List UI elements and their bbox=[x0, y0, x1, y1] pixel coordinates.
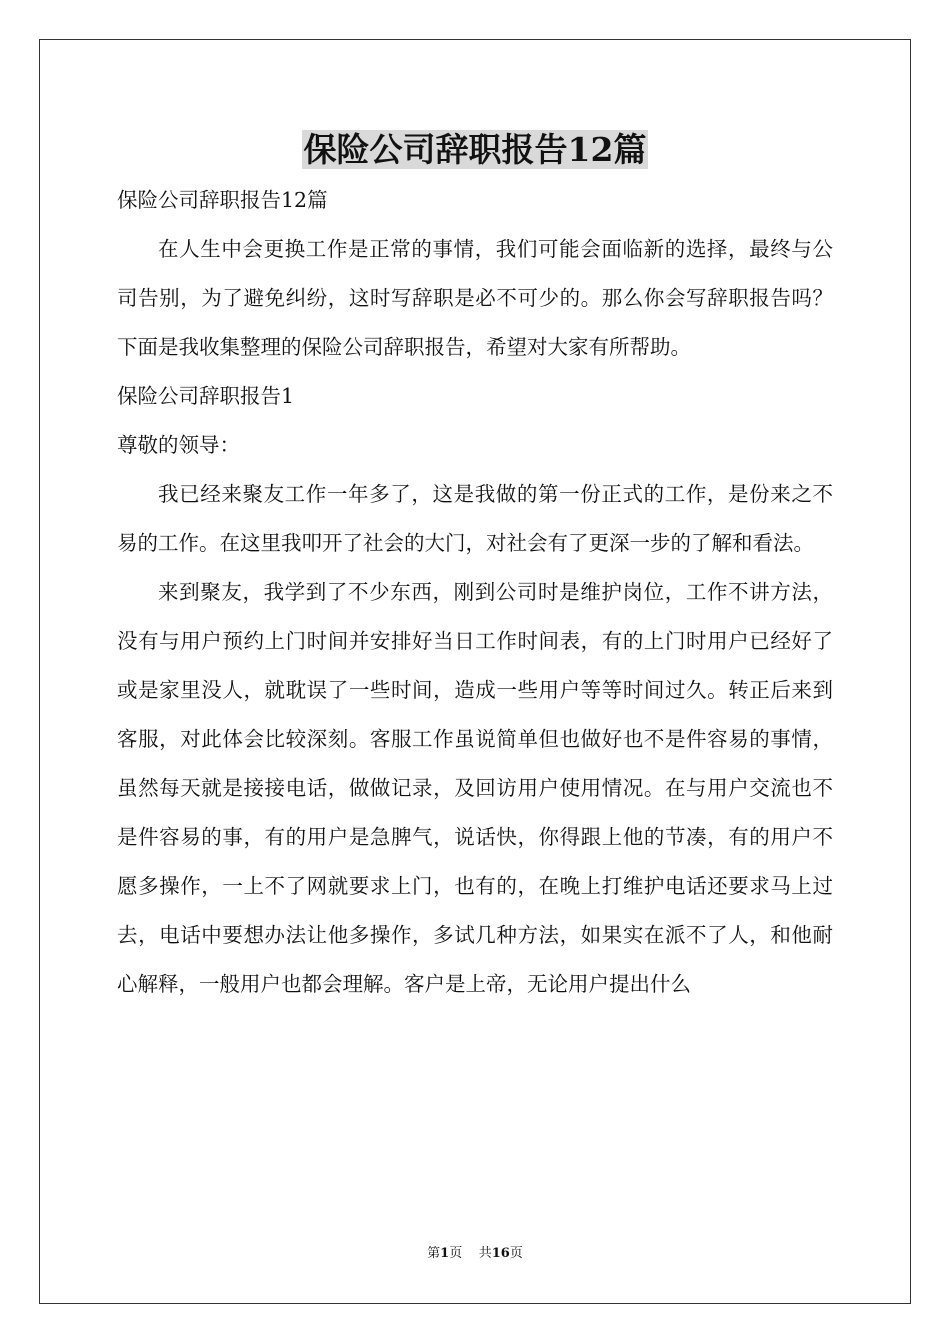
document-title bbox=[0, 124, 950, 176]
page-number: 1 bbox=[440, 1246, 450, 1261]
total-pages-indicator: 共16页 bbox=[478, 1246, 523, 1261]
page-indicator: 第1页 bbox=[427, 1246, 463, 1261]
document-body bbox=[117, 176, 833, 1009]
paragraph: 在人生中会更换工作是正常的事情，我们可能会面临新的选择，最终与公司告别，为了避免纠纷，这时写辞职是必不可少的。那么你会写辞职报告吗？下面是我收集整理的保险公司辞职报告，希望对大家有所帮助。 bbox=[117, 237, 833, 359]
total-pages: 16 bbox=[491, 1246, 510, 1261]
paragraph: 来到聚友，我学到了不少东西，刚到公司时是维护岗位，工作不讲方法，没有与用户预约上门时间并安排好当日工作时间表，有的上门时用户已经好了或是家里没人，就耽误了一些时间，造成一些用户等等时间过久。转正后来到客服，对此体会比较深刻。客服工作虽说简单但也做好也不是件容易的事情，虽然每天就是接接电话，做做记录，及回访用户使用情况。在与用户交流也不是件容易的事，有的用户是急脾气，说话快，你得跟上他的节凑，有的用户不愿多操作，一上不了网就要求上门，也有的，在晚上打维护电话还要求马上过去，电话中要想办法让他多操作，多试几种方法，如果实在派不了人，和他耐心解释，一般用户也都会理解。客户是上帝，无论用户提出什么 bbox=[117, 580, 833, 996]
paragraph: 尊敬的领导： bbox=[117, 433, 240, 457]
paragraph: 我已经来聚友工作一年多了，这是我做的第一份正式的工作，是份来之不易的工作。在这里我叩开了社会的大门，对社会有了更深一步的了解和看法。 bbox=[117, 482, 833, 555]
paragraph: 保险公司辞职报告12篇 bbox=[117, 188, 328, 212]
page-footer bbox=[0, 1244, 950, 1264]
document-title-text: 保险公司辞职报告12篇 bbox=[303, 130, 647, 169]
paragraph: 保险公司辞职报告1 bbox=[117, 384, 295, 408]
